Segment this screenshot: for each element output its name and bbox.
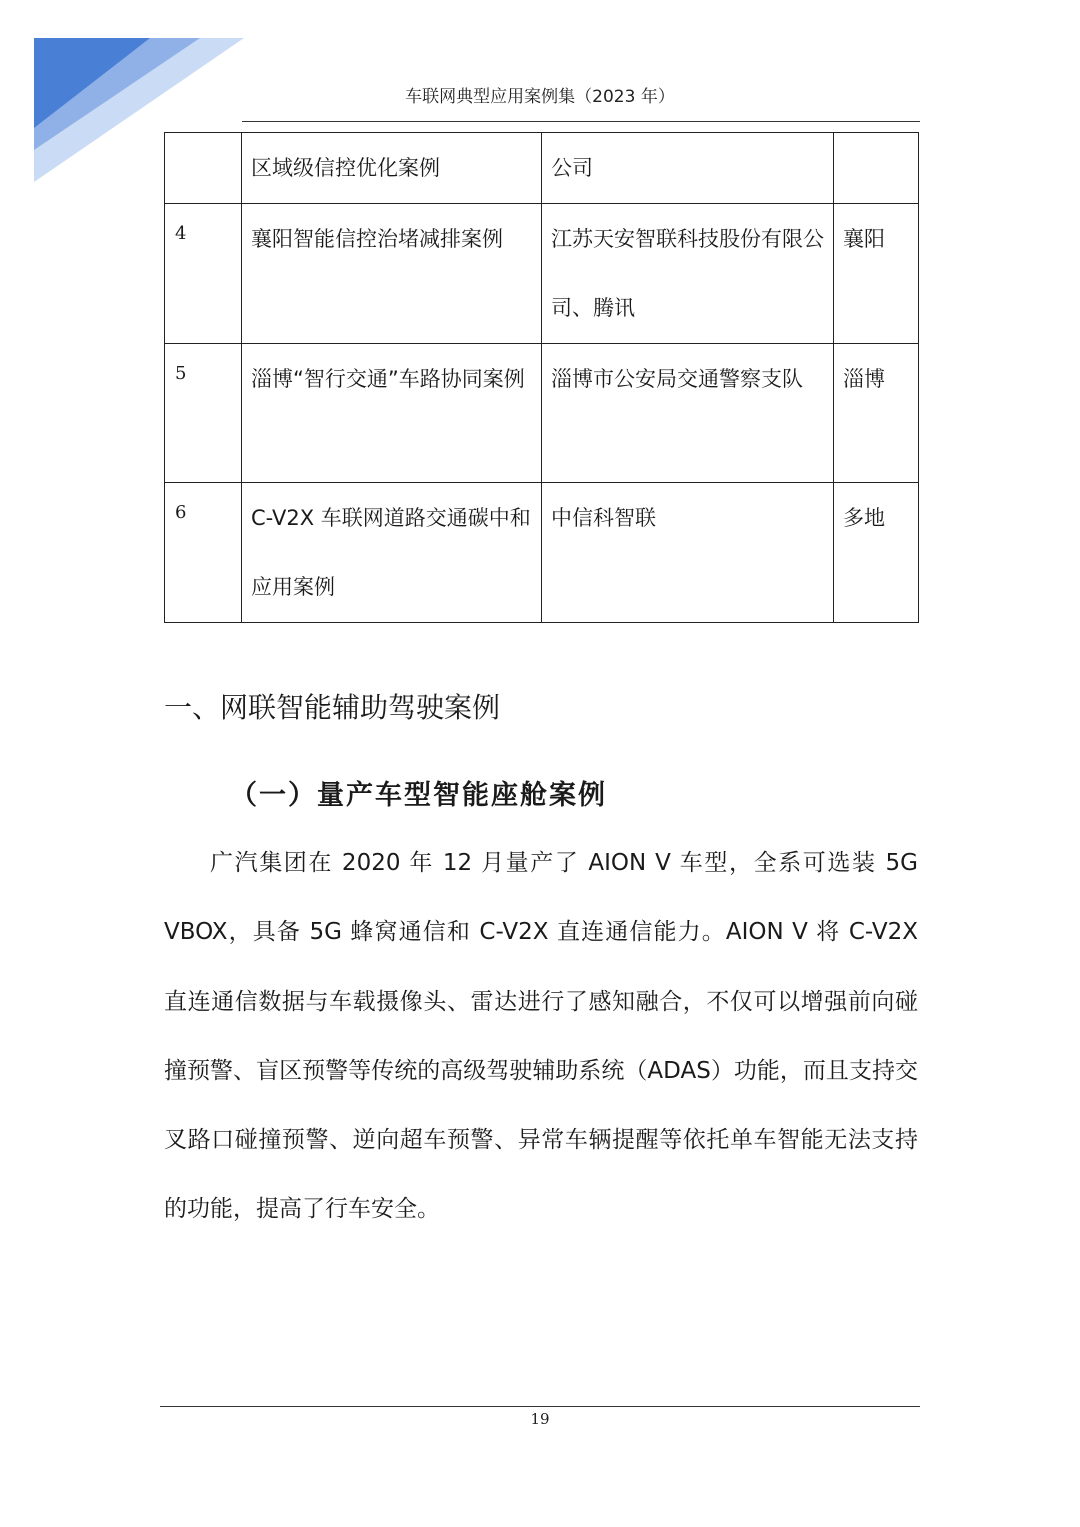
footer-divider bbox=[160, 1406, 920, 1407]
cell-number: 4 bbox=[165, 204, 242, 344]
cell-location: 襄阳 bbox=[834, 204, 919, 344]
subsection-heading: （一）量产车型智能座舱案例 bbox=[230, 780, 607, 811]
cell-location: 淄博 bbox=[834, 344, 919, 483]
cell-number bbox=[165, 133, 242, 204]
page-number: 19 bbox=[530, 1410, 550, 1428]
cell-location: 多地 bbox=[834, 483, 919, 623]
cell-organization: 江苏天安智联科技股份有限公司、腾讯 bbox=[542, 204, 834, 344]
cell-organization: 中信科智联 bbox=[542, 483, 834, 623]
table-row bbox=[165, 344, 919, 483]
table-row bbox=[165, 204, 919, 344]
cell-case-name: 区域级信控优化案例 bbox=[242, 133, 542, 204]
case-table bbox=[164, 132, 919, 623]
cell-location bbox=[834, 133, 919, 204]
cell-case-name: C-V2X 车联网道路交通碳中和应用案例 bbox=[242, 483, 542, 623]
cell-organization: 公司 bbox=[542, 133, 834, 204]
section-heading: 一、网联智能辅助驾驶案例 bbox=[164, 691, 501, 724]
running-header: 车联网典型应用案例集（2023 年） bbox=[405, 87, 675, 107]
table-row bbox=[165, 133, 919, 204]
header-divider bbox=[242, 121, 920, 122]
table-row bbox=[165, 483, 919, 623]
body-paragraph: 广汽集团在 2020 年 12 月量产了 AION V 车型，全系可选装 5G VBOX，具备 5G 蜂窝通信和 C-V2X 直连通信能力。AION V 将 C-V2X 直连通信数据与车载摄像头、雷达进行了感知融合，不仅可以增强前向碰撞预警、盲区预警等传统的高级驾驶辅助系统（ADAS）功能，而且支持交叉路口碰撞预警、逆向超车预警、异常车辆提醒等依托单车智能无法支持的功能，提高了行车安全。 bbox=[164, 850, 918, 1223]
cell-number: 5 bbox=[165, 344, 242, 483]
cell-case-name: 淄博“智行交通”车路协同案例 bbox=[242, 344, 542, 483]
cell-case-name: 襄阳智能信控治堵减排案例 bbox=[242, 204, 542, 344]
cell-organization: 淄博市公安局交通警察支队 bbox=[542, 344, 834, 483]
cell-number: 6 bbox=[165, 483, 242, 623]
